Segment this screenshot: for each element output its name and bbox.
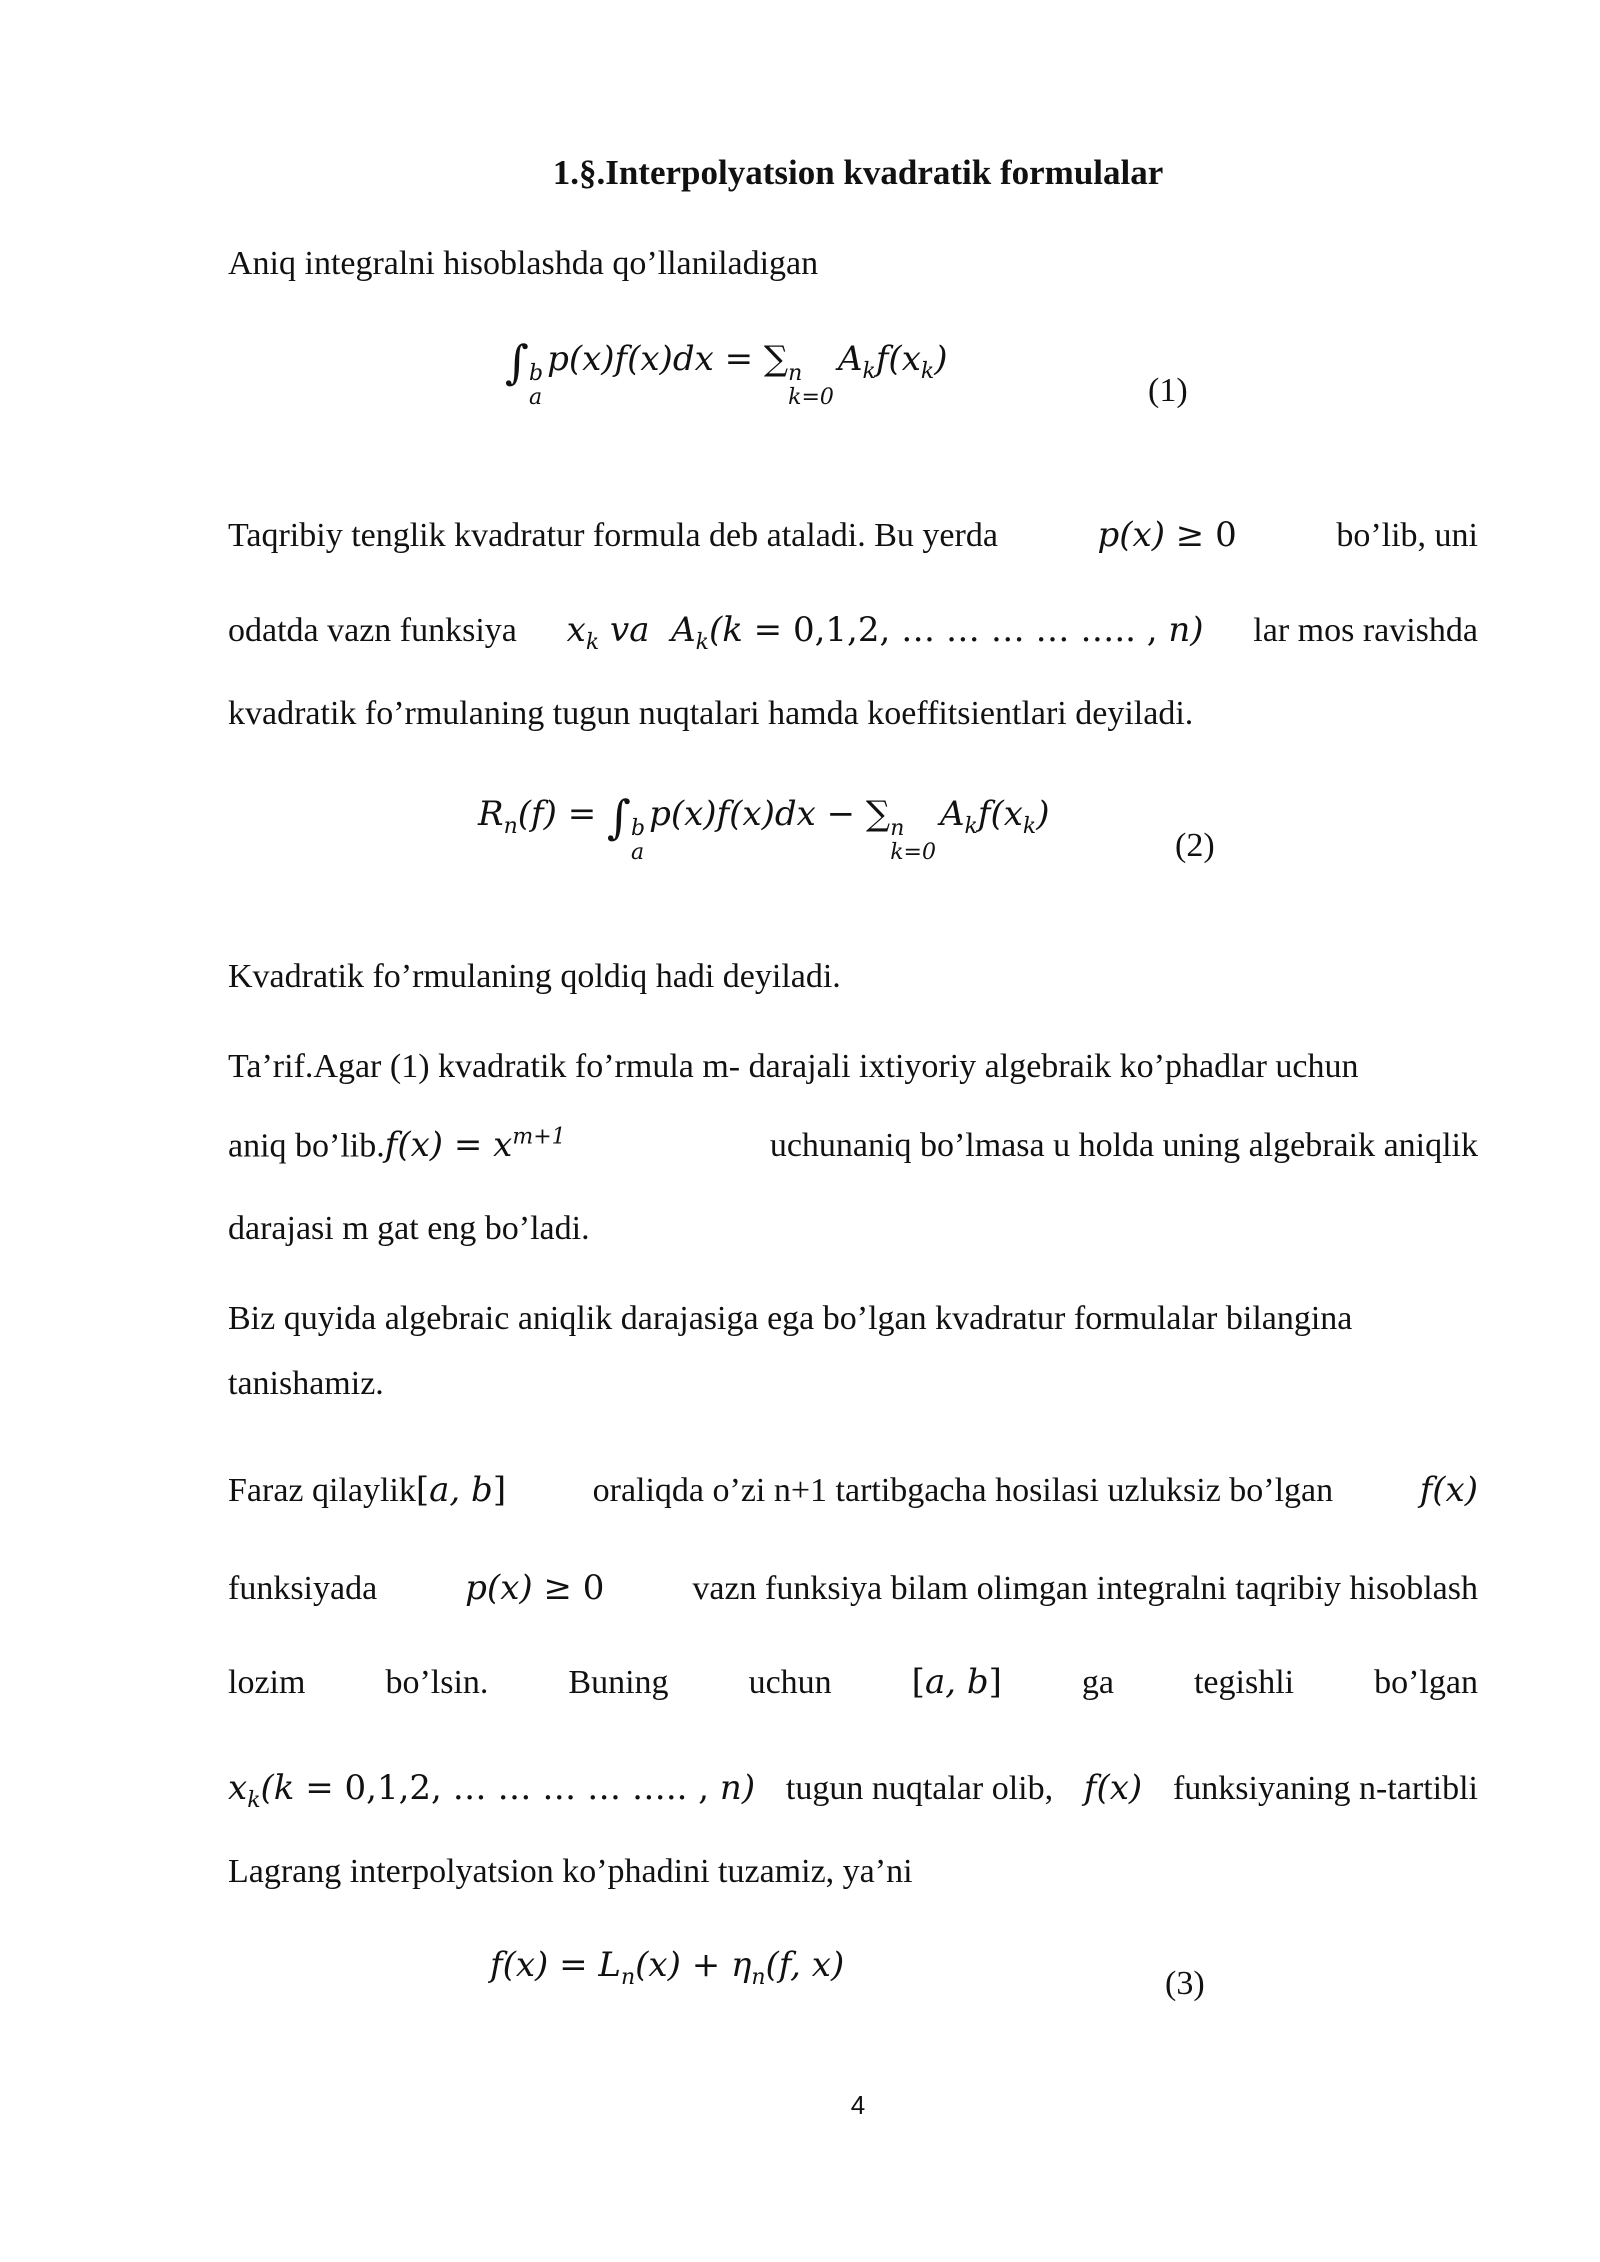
- equation-1: ∫ b a p(x)f(x)dx = ∑ n k=0 $A_kf(x_k)$: [505, 335, 948, 410]
- para1-line1-text-a: Taqribiy tenglik kvadratur formula deb ataladi. Bu yerda: [228, 517, 998, 554]
- para1-line2-text-b: lar mos ravishda: [1253, 612, 1478, 649]
- equation-1-number: (1): [1148, 372, 1188, 409]
- para4-line3-word: tegishli: [1193, 1664, 1295, 1701]
- para4-line3-word: bo’lgan: [1374, 1664, 1478, 1701]
- para4-line1: [228, 1470, 1478, 1510]
- inline-math-f-x-2: f(x): [1083, 1768, 1143, 1808]
- para3-line2: tanishamiz.: [228, 1365, 384, 1402]
- para1-line3: kvadratik fo’rmulaning tugun nuqtalari hamda koeffitsientlari deyiladi.: [228, 695, 1194, 732]
- equation-3-number: (3): [1165, 1965, 1205, 2002]
- inline-math-f-x-power: $f(x) = x^{m+1}$: [384, 1125, 566, 1166]
- para1-line1-text-b: bo’lib, uni: [1336, 517, 1478, 554]
- inline-math-p-geq-0: p(x) ≥ 0: [1097, 515, 1237, 555]
- definition-line2-text-a: aniq bo’lib.f(x) = $x^{m+1}$: [228, 1125, 566, 1166]
- definition-line2-text-b: uchunaniq bo’lmasa u holda uning algebraik aniqlik: [769, 1127, 1478, 1165]
- para4-line2-text-a: funksiyada: [228, 1570, 378, 1607]
- inline-math-nodes: $x_k(k = 0,1,2$, … … … … ….. , n): [228, 1768, 756, 1813]
- para4-line1-text-a: Faraz qilaylik[a, b]: [228, 1470, 507, 1510]
- para4-line4-text-b: funksiyaning n-tartibli: [1172, 1770, 1478, 1807]
- para4-line2-text-b: vazn funksiya bilam olimgan integralni taqribiy hisoblash: [692, 1570, 1478, 1607]
- para4-line3-word: ga: [1081, 1664, 1114, 1701]
- para1-line1: [228, 515, 1478, 555]
- equation-3: $f(x) = L_n(x) + \eta_n(f$, x): [490, 1945, 845, 1990]
- definition-line1: Ta’rif.Agar (1) kvadratik fo’rmula m- darajali ixtiyoriy algebraik ko’phadlar uchun: [228, 1048, 1359, 1085]
- inline-math-interval-ab-2: [a, b]: [911, 1662, 1002, 1702]
- para4-line3-word: lozim: [228, 1664, 306, 1701]
- para4-line2: [228, 1568, 1478, 1608]
- intro-line: Aniq integralni hisoblashda qo’llaniladigan: [228, 245, 819, 282]
- inline-math-nodes-coefficients: $x_k$ va $A_k(k = 0,1,2$, … … … … ….. , n): [566, 610, 1204, 655]
- para1-line2: [228, 610, 1478, 655]
- para2-line: Kvadratik fo’rmulaning qoldiq hadi deyiladi.: [228, 958, 841, 995]
- page-number: 4: [850, 2090, 866, 2120]
- equation-2: $R_n(f)$ = ∫ b a p(x)f(x)dx − ∑ n k=0 $A_kf(x_k)$: [478, 790, 1050, 865]
- para1-line2-text-a: odatda vazn funksiya: [228, 612, 517, 649]
- para4-line5: Lagrang interpolyatsion ko’phadini tuzamiz, ya’ni: [228, 1853, 913, 1890]
- equation-2-number: (2): [1175, 827, 1215, 864]
- definition-line3: darajasi m gat eng bo’ladi.: [228, 1210, 590, 1247]
- inline-math-interval-ab: [a, b]: [415, 1470, 507, 1510]
- para4-line3-word: uchun: [748, 1664, 832, 1701]
- inline-math-p-geq-0-2: p(x) ≥ 0: [465, 1568, 605, 1608]
- para4-line3-word: Buning: [568, 1664, 669, 1701]
- para4-line3-word: bo’lsin.: [385, 1664, 489, 1701]
- inline-math-f-x: f(x): [1419, 1470, 1478, 1510]
- definition-line2: [228, 1125, 1478, 1165]
- para4-line4: [228, 1768, 1478, 1813]
- para3-line1: Biz quyida algebraic aniqlik darajasiga ega bo’lgan kvadratur formulalar bilangina: [228, 1300, 1353, 1337]
- para4-line4-text-a: tugun nuqtalar olib,: [785, 1770, 1054, 1807]
- para4-line3: [228, 1662, 1478, 1702]
- para4-line1-text-b: oraliqda o’zi n+1 tartibgacha hosilasi uzluksiz bo’lgan: [592, 1472, 1334, 1509]
- section-title: 1.§.Interpolyatsion kvadratik formulalar: [552, 153, 1164, 192]
